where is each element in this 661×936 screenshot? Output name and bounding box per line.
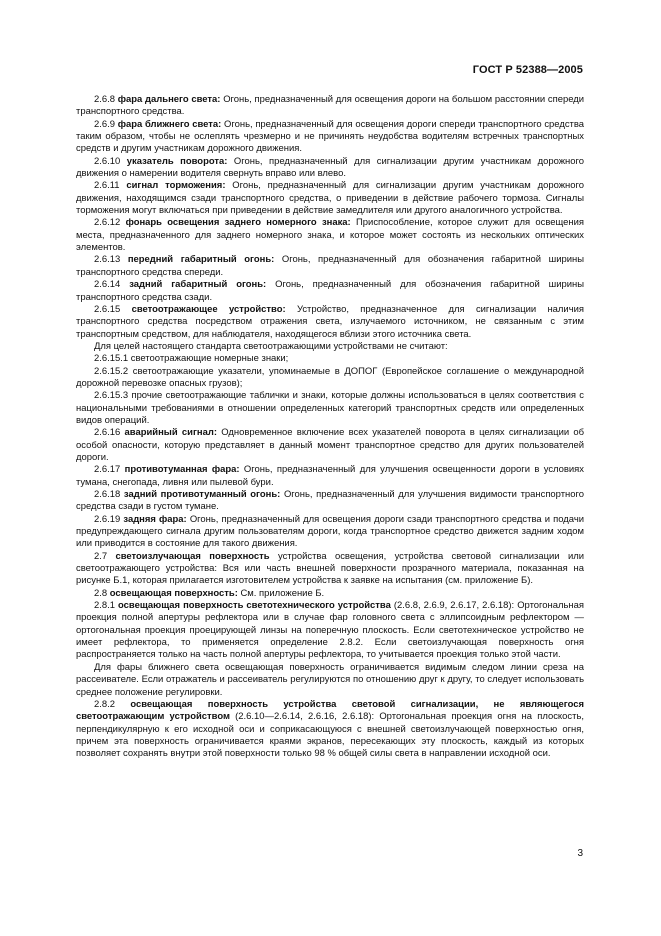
clause-term: указатель поворота: <box>126 155 228 167</box>
clause-term: фонарь освещения заднего номерного знака: <box>125 217 351 229</box>
clause-term: фара ближнего света: <box>117 118 222 130</box>
clause-paragraph <box>76 662 584 699</box>
clause-number: 2.7 <box>94 550 108 562</box>
clause-text: Огонь, предназначенный для сигнализации другим участникам дорожного движения о намерении водителя свернуть вправо или влево. <box>76 155 585 180</box>
clause-number: 2.6.17 <box>94 464 121 476</box>
clause-number: 2.6.15.3 <box>94 390 129 402</box>
clause-text: Огонь, предназначенный для улучшения освещенности дороги в условиях тумана, снегопада, ливня или пылевой бури. <box>76 464 585 488</box>
standard-header: ГОСТ Р 52388—2005 <box>472 64 583 76</box>
clause-number: 2.6.9 <box>94 118 115 130</box>
clause-text: Огонь, предназначенный для улучшения видимости транспортного средства сзади в густом тумане. <box>76 489 584 513</box>
clause-number: 2.8 <box>94 587 108 599</box>
clause-number: 2.6.14 <box>94 279 121 291</box>
clause-term: фара дальнего света: <box>117 94 221 105</box>
clause-text: Одновременное включение всех указателей поворота в целях сигнализации об особой опасности, которую представляет в данный момент транспортное средство для других пользователей дороги. <box>76 427 585 463</box>
clause-paragraph <box>76 341 584 353</box>
clause-paragraph <box>76 489 584 514</box>
clause-text: См. приложение Б. <box>240 587 325 599</box>
clause-text: Огонь, предназначенный для обозначения габаритной ширины транспортного средства спереди. <box>76 254 584 278</box>
clause-term: передний габаритный огонь: <box>127 254 275 266</box>
clause-term: освещающая поверхность светотехнического устройства <box>118 600 391 612</box>
clause-number: 2.6.16 <box>94 427 121 439</box>
clause-text: Для целей настоящего стандарта светоотражающими устройствами не считают: <box>94 340 448 352</box>
clause-text: Устройство, предназначенное для сигнализации наличия транспортного средства посредством отражения света, излучаемого источником, не связанным с этим транспортным средством, для наблюдателя, находящегося вблизи этого источника света. <box>76 303 584 340</box>
clause-number: 2.6.15.2 <box>94 365 129 377</box>
clause-text: прочие светоотражающие таблички и знаки, которые должны использоваться в целях соответствия с национальными требованиями в отношении определенных категорий транспортных средств или определенных видов операций. <box>76 390 584 426</box>
clause-paragraph <box>76 94 584 119</box>
clause-number: 2.6.11 <box>94 180 120 192</box>
clause-text: устройства освещения, устройства световой сигнализации или светоотражающего устройства: Вся или часть внешней поверхности прозрачного материала, показанная на рисунке Б.1, которая прилагается изготовителем устройства к заявке на испытания (см. приложение Б). <box>76 550 584 587</box>
clause-term: противотуманная фара: <box>124 464 240 476</box>
clause-term: аварийный сигнал: <box>124 427 217 439</box>
clause-paragraph <box>76 254 584 279</box>
clause-term: светоизлучающая поверхность <box>115 550 270 562</box>
clause-number: 2.6.18 <box>94 489 121 500</box>
clause-number: 2.6.10 <box>94 155 121 167</box>
clause-term: задний габаритный огонь: <box>129 279 267 291</box>
document-body <box>76 94 584 761</box>
clause-number: 2.6.15 <box>94 303 121 315</box>
clause-text: светоотражающие номерные знаки; <box>130 353 289 365</box>
clause-text: Для фары ближнего света освещающая поверхность ограничивается видимым следом линии среза на рассеивателе. Если отражатель и рассеиватель регулируются по отношению друг к другу, то следует использовать среднее положение регулировки. <box>76 661 584 698</box>
clause-term: освещающая поверхность: <box>109 587 238 599</box>
clause-paragraph <box>76 390 584 427</box>
clause-text: Огонь, предназначенный для обозначения габаритной ширины транспортного средства сзади. <box>76 279 585 303</box>
clause-number: 2.6.19 <box>94 513 121 525</box>
clause-paragraph <box>76 514 584 551</box>
clause-number: 2.6.13 <box>94 254 121 266</box>
clause-text: Огонь, предназначенный для освещения дороги сзади транспортного средства и подачи предупреждающего сигнала другим пользователям дороги, когда транспортное средство движется задним ходом или приводится в состояние для такого движения. <box>76 513 585 550</box>
clause-number: 2.6.12 <box>94 217 121 229</box>
clause-paragraph <box>76 156 584 181</box>
clause-paragraph <box>76 366 584 391</box>
clause-text: Огонь, предназначенный для освещения дороги спереди транспортного средства таким образом, чтобы не ослеплять чрезмерно и не причинять неудобства водителям встречных транспортных средств и другим участникам дорожного движения. <box>76 118 585 155</box>
clause-paragraph <box>76 588 584 600</box>
clause-number: 2.8.2 <box>94 698 115 710</box>
clause-paragraph <box>76 427 584 464</box>
clause-paragraph <box>76 353 584 365</box>
clause-paragraph <box>76 180 584 217</box>
clause-text: Огонь, предназначенный для освещения дороги на большом расстоянии спереди транспортного средства. <box>76 94 585 118</box>
clause-number: 2.6.15.1 <box>94 353 129 365</box>
clause-paragraph <box>76 304 584 341</box>
clause-text: светоотражающие указатели, упоминаемые в ДОПОГ (Европейское соглашение о международной дорожной перевозке опасных грузов); <box>76 365 584 389</box>
clause-text: Приспособление, которое служит для освещения места, предназначенного для заднего номерного знака, и которое может состоять из нескольких оптических элементов. <box>76 217 584 254</box>
clause-paragraph <box>76 464 584 489</box>
clause-term: освещающая поверхность устройства световой сигнализации, не являющегося светоотражающим устройством <box>76 698 585 723</box>
clause-number: 2.6.8 <box>94 94 115 105</box>
clause-term: задний противотуманный огонь: <box>123 489 281 500</box>
clause-term: светоотражающее устройство: <box>131 303 286 315</box>
clause-paragraph <box>76 119 584 156</box>
clause-paragraph <box>76 279 584 304</box>
clause-term: задняя фара: <box>123 513 187 525</box>
page-number: 3 <box>577 848 583 859</box>
clause-paragraph <box>76 600 584 662</box>
clause-term: сигнал торможения: <box>126 180 226 192</box>
clause-paragraph <box>76 699 584 761</box>
clause-text: (2.6.8, 2.6.9, 2.6.17, 2.6.18): Ортогональная проекция полной апертуры рефлектора или в случае фар головного света с эллипсоидным рефлектором — ортогональная проекция проецирующей линзы на поперечную плоскость. Если светотехническое устройство не имеет рефлектора, то применяется определение 2.8.2. Если светоизлучающая поверхность огня распространяется только на часть полной апертуры рефлектора, то учитывается проекция только этой части. <box>76 600 584 661</box>
clause-text: (2.6.10—2.6.14, 2.6.16, 2.6.18): Ортогональная проекция огня на плоскость, перпендикулярную к его исходной оси и соприкасающуюся с внешней светоизлучающей поверхностью огня, причем эта поверхность ограничивается краями экранов, пересекающих эту плоскость, каждый из которых позволяет сохранять внутри этой поверхности только 98 % общей силы света в направлении исходной оси. <box>76 711 584 760</box>
clause-number: 2.8.1 <box>94 600 115 612</box>
clause-paragraph <box>76 217 584 254</box>
clause-text: Огонь, предназначенный для сигнализации другим участникам дорожного движения, находящимся сзади транспортного средства, о приведении в действие рабочего тормоза. Сигналы торможения могут включаться при приведении в действие замедлителя или другого аналогичного устройства. <box>76 180 584 217</box>
clause-paragraph <box>76 551 584 588</box>
